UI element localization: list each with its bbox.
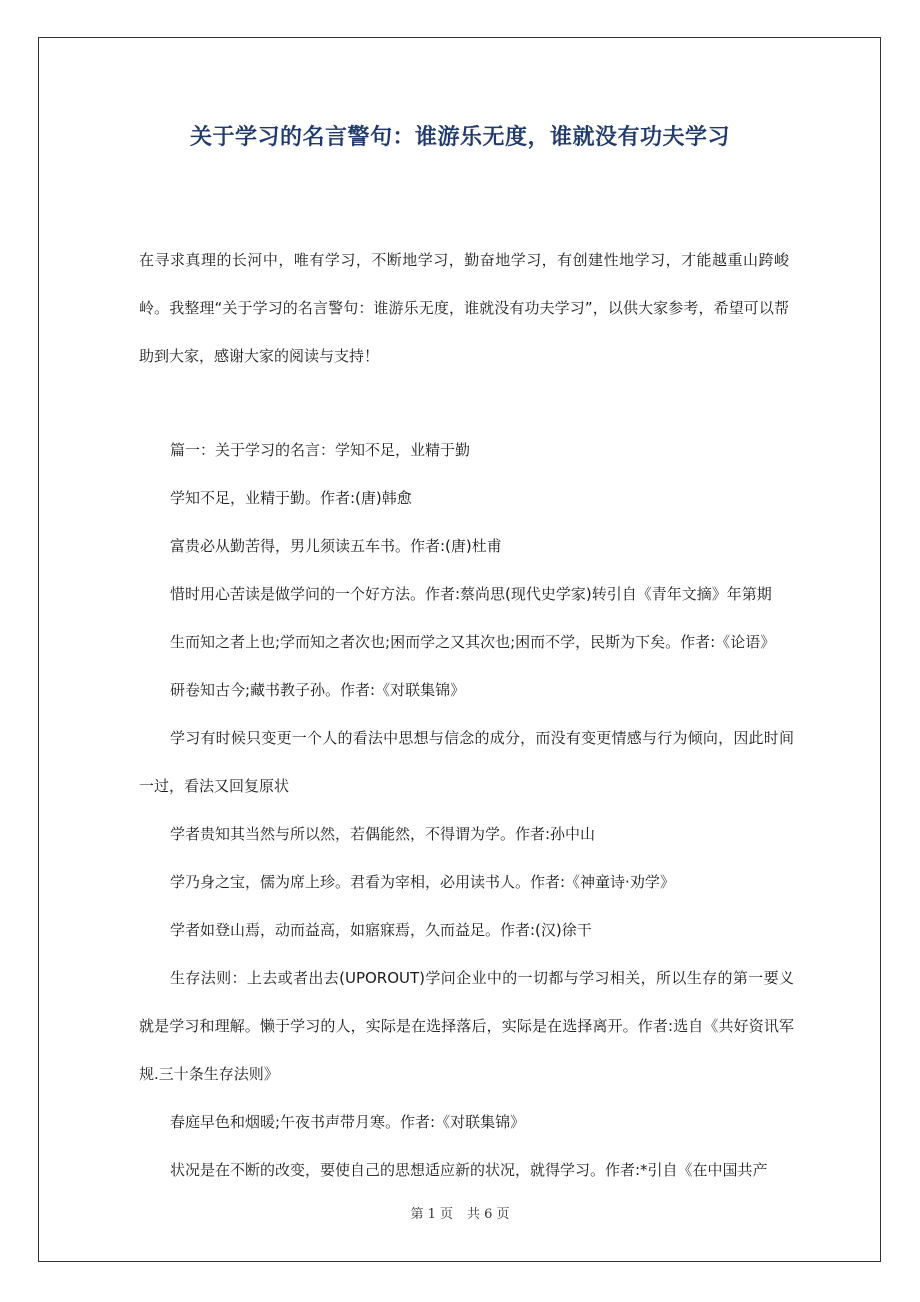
- quote-item: 富贵必从勤苦得，男儿须读五车书。作者:(唐)杜甫: [170, 537, 502, 555]
- document-title: 关于学习的名言警句：谁游乐无度，谁就没有功夫学习: [189, 125, 730, 150]
- page-total: 共 6 页: [467, 1207, 510, 1222]
- quote-item: 生而知之者上也;学而知之者次也;困而学之又其次也;困而不学，民斯为下矣。作者:《论语》: [170, 633, 776, 651]
- intro-paragraph: 在寻求真理的长河中，唯有学习，不断地学习，勤奋地学习，有创建性地学习，才能越重山跨峻岭。我整理“关于学习的名言警句：谁游乐无度，谁就没有功夫学习”，以供大家参考，希望可以帮助到大家，感谢大家的阅读与支持！: [139, 251, 789, 365]
- quote-item: 惜时用心苦读是做学问的一个好方法。作者:蔡尚思(现代史学家)转引自《青年文摘》年第期: [170, 585, 772, 603]
- quote-item: 学者如登山焉，动而益高，如寤寐焉，久而益足。作者:(汉)徐干: [170, 921, 592, 939]
- page-number: 第 1 页: [410, 1207, 453, 1222]
- quote-item: 状况是在不断的改变，要使自己的思想适应新的状况，就得学习。作者:*引自《在中国共产: [170, 1161, 768, 1179]
- quote-item: 学者贵知其当然与所以然，若偶能然，不得谓为学。作者:孙中山: [170, 825, 596, 843]
- quote-item: 生存法则：上去或者出去(UPOROUT)学问企业中的一切都与学习相关，所以生存的第一要义就是学习和理解。懒于学习的人，实际是在选择落后，实际是在选择离开。作者:选自《共好资讯军规.三十条生存法则》: [139, 969, 794, 1083]
- quote-item: 春庭早色和烟暖;午夜书声带月寒。作者:《对联集锦》: [170, 1113, 526, 1131]
- quote-item: 学知不足，业精于勤。作者:(唐)韩愈: [170, 489, 412, 507]
- quote-item: 研卷知古今;藏书教子孙。作者:《对联集锦》: [170, 681, 466, 699]
- section-heading: 篇一：关于学习的名言：学知不足，业精于勤: [170, 441, 471, 459]
- quote-item: 学乃身之宝，儒为席上珍。君看为宰相，必用读书人。作者:《神童诗·劝学》: [170, 873, 675, 891]
- quote-item: 学习有时候只变更一个人的看法中思想与信念的成分，而没有变更情感与行为倾向，因此时间一过，看法又回复原状: [139, 729, 794, 795]
- quote-list: [139, 426, 794, 1194]
- page-footer: [0, 1205, 920, 1225]
